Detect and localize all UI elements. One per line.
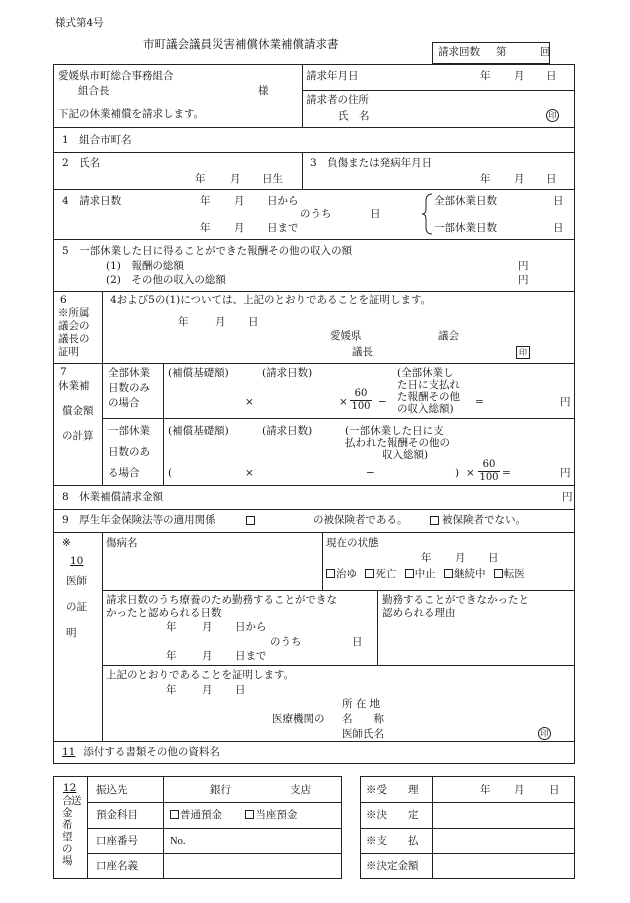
paid-label: ※支 払: [366, 835, 419, 847]
full-times-2: ×: [339, 396, 348, 408]
partial-income-2: 払われた報酬その他の: [345, 437, 450, 449]
row3-label: 3 負傷または発病年月日: [310, 157, 433, 169]
row11: [62, 746, 220, 759]
care-until-month: 月: [202, 650, 213, 662]
doctor-certify-text: 上記のとおりであることを証明します。: [106, 669, 295, 681]
claim-from-month: 月: [234, 195, 245, 207]
claim-date-month: 月: [514, 70, 525, 82]
form-number: 様式第4号: [55, 17, 104, 29]
bank-num: 12: [63, 782, 77, 794]
partial-income-3: 収入総額): [382, 449, 429, 461]
partial-times: ×: [245, 467, 254, 479]
request-text: 下記の休業補償を請求します。: [58, 108, 205, 120]
received-month: 月: [514, 784, 525, 796]
claim-count-suffix: 回: [540, 46, 551, 58]
holder-label: 口座名義: [96, 860, 138, 872]
care-from-month: 月: [202, 621, 213, 633]
claimant-seal: 印: [546, 109, 559, 122]
claim-date-label: 請求年月日: [306, 70, 359, 82]
full-case-1: 全部休業: [108, 367, 150, 379]
row7-side-3: の計算: [62, 430, 94, 442]
birth-month: 月: [230, 173, 241, 185]
full-base-label: (補償基礎額): [168, 367, 229, 379]
claim-count-label: 請求回数: [438, 46, 480, 58]
row9-label: 9 厚生年金保険法等の適用関係: [62, 514, 216, 526]
status-transfer-checkbox[interactable]: [494, 569, 503, 578]
reason-line1: 勤務することができなかったと: [382, 594, 529, 606]
partial-unit: 円: [560, 467, 571, 479]
claim-count-prefix: 第: [496, 46, 507, 58]
claim-until-year: 年: [200, 222, 211, 234]
claim-date-day: 日: [546, 70, 557, 82]
row6-text: 4および5の(1)については、上記のとおりであることを証明します。: [110, 294, 432, 306]
status-stopped: 中止: [414, 568, 436, 580]
addressee-line2: 組合長: [78, 85, 110, 97]
care-until-year: 年: [166, 650, 177, 662]
current-label: 当座預金: [255, 809, 298, 821]
ordinary-label: 普通預金: [180, 809, 222, 821]
row11-label: 添付する書類その他の資料名: [83, 746, 220, 758]
status-label: 現在の状態: [326, 537, 379, 549]
row6-num: 6: [60, 294, 67, 306]
claim-from-year: 年: [200, 195, 211, 207]
status-continuing: 継続中: [454, 568, 486, 580]
partial-frac-den: 100: [479, 472, 499, 483]
bank-label: 銀行: [210, 784, 231, 796]
not-insured-checkbox[interactable]: [430, 516, 439, 525]
row1-label: 1 組合市町名: [62, 134, 132, 146]
row2-label: 2 氏名: [62, 157, 101, 169]
care-days-line2: かったと認められる日数: [106, 607, 222, 619]
status-transfer: 転医: [503, 568, 525, 580]
status-year: 年: [421, 552, 432, 564]
transfer-to-label: 振込先: [96, 784, 128, 796]
row10-side-1: 医師: [66, 575, 87, 587]
partial-case-1: 一部休業: [108, 425, 150, 437]
full-income-4: の収入総額): [397, 403, 454, 415]
cert-day: 日: [235, 684, 246, 696]
claim-until-day: 日まで: [267, 222, 299, 234]
row9-mid: の被保険者である。: [313, 514, 408, 526]
reason-line2: 認められる理由: [382, 607, 456, 619]
claim-of-which: のうち: [300, 208, 332, 220]
bank-side: [62, 795, 82, 867]
bank-side-1: 送: [71, 795, 82, 807]
amount-label: ※決定金額: [366, 860, 419, 872]
status-healed: 治ゆ: [336, 568, 357, 580]
status-day: 日: [488, 552, 499, 564]
institution-label: 医療機関の: [272, 713, 325, 725]
received-year: 年: [480, 784, 491, 796]
row9-not: 被保険者でない。: [442, 514, 526, 526]
row6-side-1: ※所属: [58, 307, 90, 319]
row5-item2: (2) その他の収入の総額: [106, 274, 226, 286]
full-fraction: [350, 388, 372, 413]
bank-side-3: 金: [62, 807, 73, 819]
brace-icon: [421, 193, 433, 235]
doctor-seal: 印: [538, 727, 551, 740]
row6-year: 年: [178, 316, 189, 328]
full-unit: 円: [560, 396, 571, 408]
row7-num: 7: [60, 366, 67, 378]
status-options: [326, 568, 525, 581]
row6-council: 議会: [438, 330, 459, 342]
status-death: 死亡: [375, 568, 397, 580]
received-day: 日: [549, 784, 560, 796]
partial-open-paren: (: [168, 467, 173, 479]
partial-equals: =: [502, 467, 511, 479]
birth-day: 日生: [262, 173, 283, 185]
partial-case-2: 日数のあ: [108, 446, 150, 458]
injury-day: 日: [546, 173, 557, 185]
injury-month: 月: [514, 173, 525, 185]
cert-month: 月: [202, 684, 213, 696]
full-times: ×: [245, 396, 254, 408]
status-month: 月: [455, 552, 466, 564]
bank-side-4: 希: [62, 819, 73, 831]
row6-side-2: 議会の: [58, 320, 90, 332]
account-type-label: 預金科目: [96, 809, 138, 821]
location-label: 所 在 地: [342, 698, 381, 710]
full-days-label: (請求日数): [262, 367, 313, 379]
row10-side-2: の証: [66, 601, 87, 613]
decided-label: ※決 定: [366, 809, 419, 821]
status-healed-checkbox[interactable]: [326, 569, 335, 578]
account-no-prefix: No.: [170, 836, 186, 847]
partial-minus: −: [366, 467, 375, 479]
full-income-2: た日に支払れ: [397, 379, 460, 391]
partial-days-label: (請求日数): [262, 425, 313, 437]
partial-leave-days-unit: 日: [553, 222, 564, 234]
received-label: ※受 理: [366, 784, 419, 796]
status-continuing-checkbox[interactable]: [444, 569, 453, 578]
row5-item1: (1) 報酬の総額: [106, 260, 184, 272]
partial-close-paren: ): [455, 467, 460, 479]
form-title: 市町議会議員災害補償休業補償請求書: [143, 37, 339, 51]
full-leave-days-unit: 日: [553, 195, 564, 207]
row10-num: 10: [70, 555, 84, 567]
care-until-day: 日まで: [235, 650, 267, 662]
partial-frac-num: 60: [482, 459, 496, 470]
row8-label: 8 休業補償請求金額: [62, 491, 164, 503]
row5-item2-unit: 円: [518, 274, 529, 286]
full-minus: −: [378, 396, 387, 408]
addressee-line1: 愛媛県市町総合事務組合: [58, 70, 174, 82]
row11-num: 11: [62, 746, 76, 758]
full-equals: =: [475, 396, 484, 408]
claimant-name-label: 氏 名: [338, 110, 370, 122]
account-no-label: 口座番号: [96, 835, 138, 847]
partial-case-3: る場合: [108, 467, 140, 479]
injury-name-label: 傷病名: [106, 537, 138, 549]
row6-pref: 愛媛県: [330, 330, 362, 342]
care-days-unit: 日: [352, 636, 363, 648]
claim-date-year: 年: [480, 70, 491, 82]
partial-fraction: [478, 459, 500, 484]
bank-side-7: 場: [62, 855, 73, 867]
current-checkbox[interactable]: [245, 810, 254, 819]
care-days-line1: 請求日数のうち療養のため勤務することができな: [106, 594, 337, 606]
care-from-day: 日から: [235, 621, 267, 633]
row6-day: 日: [248, 316, 259, 328]
row5-item1-unit: 円: [518, 260, 529, 272]
full-leave-days-label: 全部休業日数: [434, 195, 497, 207]
partial-leave-days-label: 一部休業日数: [434, 222, 497, 234]
bank-side-6: の: [62, 843, 73, 855]
bank-side-5: 望: [62, 831, 73, 843]
row6-side-3: 議長の: [58, 333, 90, 345]
row10-mark: ※: [62, 537, 71, 549]
branch-label: 支店: [290, 784, 311, 796]
partial-times-2: ×: [466, 467, 475, 479]
full-income-1: (全部休業し: [397, 367, 454, 379]
partial-base-label: (補償基礎額): [168, 425, 229, 437]
status-stopped-checkbox[interactable]: [405, 569, 414, 578]
status-death-checkbox[interactable]: [365, 569, 374, 578]
addressee-sama: 様: [258, 85, 269, 97]
injury-year: 年: [480, 173, 491, 185]
full-frac-num: 60: [354, 388, 368, 399]
row8-unit: 円: [562, 491, 573, 503]
row6-chair: 議長: [352, 346, 373, 358]
claim-until-month: 月: [234, 222, 245, 234]
claim-days-unit: 日: [370, 208, 381, 220]
full-case-2: 日数のみ: [108, 382, 150, 394]
care-of-which: のうち: [270, 636, 302, 648]
full-frac-den: 100: [351, 401, 371, 412]
ordinary-checkbox[interactable]: [170, 810, 179, 819]
bank-side-2: 合: [62, 795, 73, 807]
account-type-options: [170, 809, 297, 822]
row10-side-3: 明: [66, 627, 77, 639]
birth-year: 年: [195, 173, 206, 185]
row6-side-4: 証明: [58, 346, 79, 358]
care-from-year: 年: [166, 621, 177, 633]
row6-month: 月: [215, 316, 226, 328]
row7-side-1: 休業補: [58, 380, 90, 392]
full-case-3: の場合: [108, 397, 140, 409]
partial-income-1: (一部休業した日に支: [345, 425, 444, 437]
claimant-address-label: 請求者の住所: [306, 94, 369, 106]
institution-name-label: 名 称: [342, 713, 384, 725]
doctor-name-label: 医師氏名: [342, 728, 384, 740]
full-income-3: た報酬その他: [397, 391, 460, 403]
insured-checkbox[interactable]: [246, 516, 255, 525]
claim-from-day: 日から: [267, 195, 299, 207]
cert-year: 年: [166, 684, 177, 696]
row4-label: 4 請求日数: [62, 195, 122, 207]
row5-label: 5 一部休業した日に得ることができた報酬その他の収入の額: [62, 245, 353, 257]
row7-side-2: 償金額: [62, 405, 94, 417]
chair-seal: 印: [516, 346, 530, 359]
